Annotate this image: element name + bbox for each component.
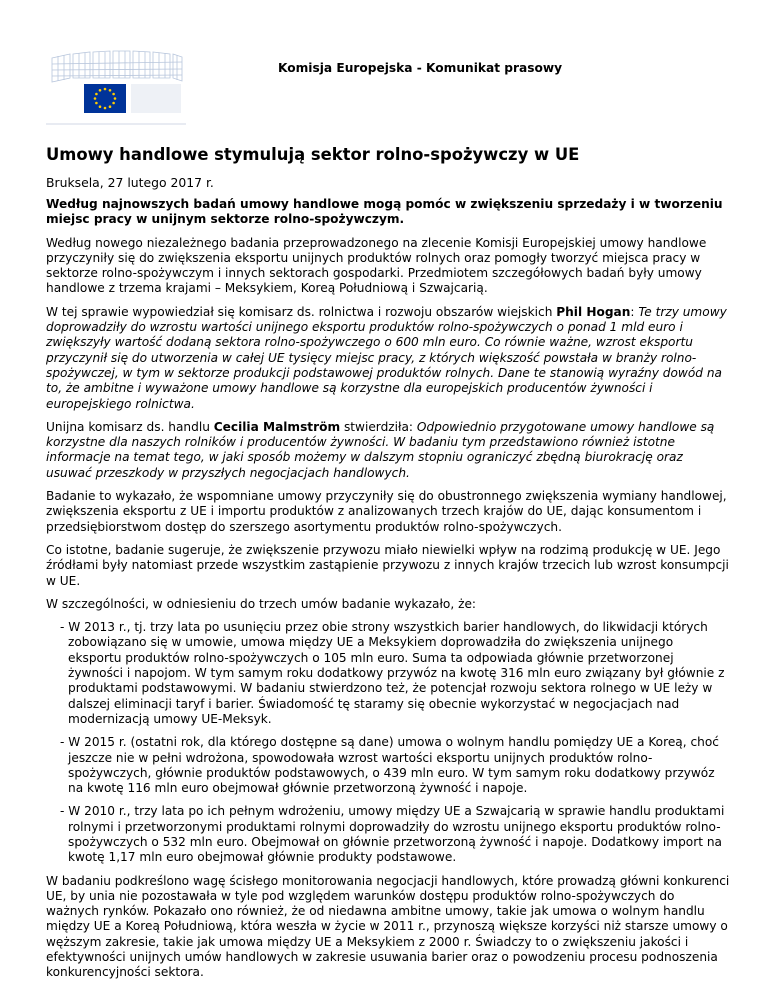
paragraph-conclusion: W badaniu podkreślono wagę ścisłego monitorowania negocjacji handlowych, które prowadzą główni konkurenci UE, by unia nie pozostawała w tyle pod względem warunków dostępu produktów rolno-spożywczych do ważnych rynków. Pokazało ono również, że od niedawna ambitne umowy, takie jak umowa o wolnym handlu między UE a Koreą Południową, która weszła w życie w 2011 r., przynoszą większe korzyści niż starsze umowy o węższym zakresie, takie jak umowa między UE a Meksykiem z 2000 r. Świadczy to o zwiększeniu jakości i efektywności unijnych umów handlowych w zakresie usuwania barier oraz o powodzeniu procesu podnoszenia konkurencyjności sektora. <box>46 873 730 980</box>
paragraph-list-intro: W szczególności, w odniesieniu do trzech umów badanie wykazało, że: <box>46 596 477 611</box>
malmstrom-verb: stwierdziła: <box>340 419 417 434</box>
findings-list <box>46 620 730 865</box>
list-item-switzerland: - W 2010 r., trzy lata po ich pełnym wdrożeniu, umowy między UE a Szwajcarią w sprawie handlu produktami rolnymi i przetworzonymi produktami rolnymi doprowadziły do wzrostu unijnego eksportu produktów rolno-spożywczych o 532 mln euro. Obejmował on głównie przetworzoną żywność i napoje. Dodatkowy import na kwotę 1,17 mln euro obejmował głównie produkty podstawowe. <box>60 804 725 865</box>
european-commission-logo <box>46 48 186 128</box>
article-body <box>46 197 730 989</box>
paragraph-hogan <box>46 305 730 412</box>
paragraph-imports: Co istotne, badanie sugeruje, że zwiększenie przywozu miało niewielki wpływ na rodzimą produkcję w UE. Jego źródłami były natomiast przede wszystkim zastąpienie przywozu z innych krajów trzecich lub wzrost konsumpcji w UE. <box>46 542 729 588</box>
hogan-quote: Te trzy umowy doprowadziły do wzrostu wartości unijnego eksportu produktów rolno-spożywczych o ponad 1 mld euro i zwiększyły wartość dodaną sektora rolno-spożywczego o 600 mln euro. Co równie ważne, wzrost eksportu przyczynił się do utworzenia w całej UE tysięcy miejsc pracy, z których większość powstała w branży rolno-spożywczej, w tym w sektorze produkcji podstawowej produktów rolnych. Dane te stanowią wyraźny dowód na to, że ambitne i wyważone umowy handlowe są korzystne dla europejskich producentów żywności i europejskiego rolnictwa. <box>46 304 727 411</box>
list-item-mexico: - W 2013 r., tj. trzy lata po usunięciu przez obie strony wszystkich barier handlowych, do likwidacji których zobowiązano się w umowie, umowa między UE a Meksykiem doprowadziła do zwiększenia unijnego eksportu produktów rolno-spożywczych o 105 mln euro. Suma ta odpowiada głównie przetworzonej żywności i napojom. W tym samym roku dodatkowy przywóz na kwotę 316 mln euro związany był głównie z produktami podstawowymi. W badaniu stwierdzono też, że potencjał rozwoju sektora rolnego w UE leży w dalszej eliminacji taryf i barier. Świadomość tę staramy się obecnie wykorzystać w negocjacjach nad modernizacją umowy UE-Meksyk. <box>60 620 725 726</box>
header <box>46 0 730 130</box>
hogan-name: Phil Hogan <box>556 304 631 319</box>
hogan-intro: W tej sprawie wypowiedział się komisarz ds. rolnictwa i rozwoju obszarów wiejskich <box>46 304 557 319</box>
list-item-korea: - W 2015 r. (ostatni rok, dla którego dostępne są dane) umowa o wolnym handlu pomiędzy UE a Koreą, choć jeszcze nie w pełni wdrożona, spowodowała wzrost wartości eksportu unijnych produktów rolno-spożywczych, głównie produktów podstawowych, o 439 mln euro. W tym samym roku dodatkowy przywóz na kwotę 116 mln euro obejmował głównie przetworzoną żywność i napoje. <box>60 735 719 796</box>
organization-line: Komisja Europejska - Komunikat prasowy <box>278 61 563 75</box>
hogan-colon: : <box>630 304 639 319</box>
paragraph-findings: Badanie to wykazało, że wspomniane umowy przyczyniły się do obustronnego zwiększenia wymiany handlowej, zwiększenia eksportu z UE i importu produktów z analizowanych trzech krajów do UE, dając konsumentom i przedsiębiorstwom dostęp do szerszego asortymentu produktów rolno-spożywczych. <box>46 489 727 534</box>
malmstrom-intro: Unijna komisarz ds. handlu <box>46 419 214 434</box>
malmstrom-name: Cecilia Malmström <box>213 419 341 434</box>
press-release-page <box>46 0 730 980</box>
page-title: Umowy handlowe stymulują sektor rolno-spożywczy w UE <box>46 145 580 164</box>
dateline: Bruksela, 27 lutego 2017 r. <box>46 175 214 190</box>
malmstrom-quote: Odpowiednio przygotowane umowy handlowe są korzystne dla naszych rolników i producentów żywności. W badaniu tym przedstawiono również istotne informacje na temat tego, w jaki sposób możemy w dalszym stopniu ograniczyć zbędną biurokrację oraz usuwać przeszkody w przyszłych negocjacjach handlowych. <box>46 419 715 480</box>
paragraph-intro: Według nowego niezależnego badania przeprowadzonego na zlecenie Komisji Europejskiej umowy handlowe przyczyniły się do zwiększenia eksportu unijnych produktów rolnych oraz pomogły tworzyć miejsca pracy w sektorze rolno-spożywczym i innych sektorach gospodarki. Przedmiotem szczegółowych badań były umowy handlowe z trzema krajami – Meksykiem, Koreą Południową i Szwajcarią. <box>46 235 707 296</box>
paragraph-malmstrom <box>46 420 730 481</box>
lead-paragraph: Według najnowszych badań umowy handlowe mogą pomóc w zwiększeniu sprzedaży i w tworzeniu miejsc pracy w unijnym sektorze rolno-spożywczym. <box>46 197 723 227</box>
